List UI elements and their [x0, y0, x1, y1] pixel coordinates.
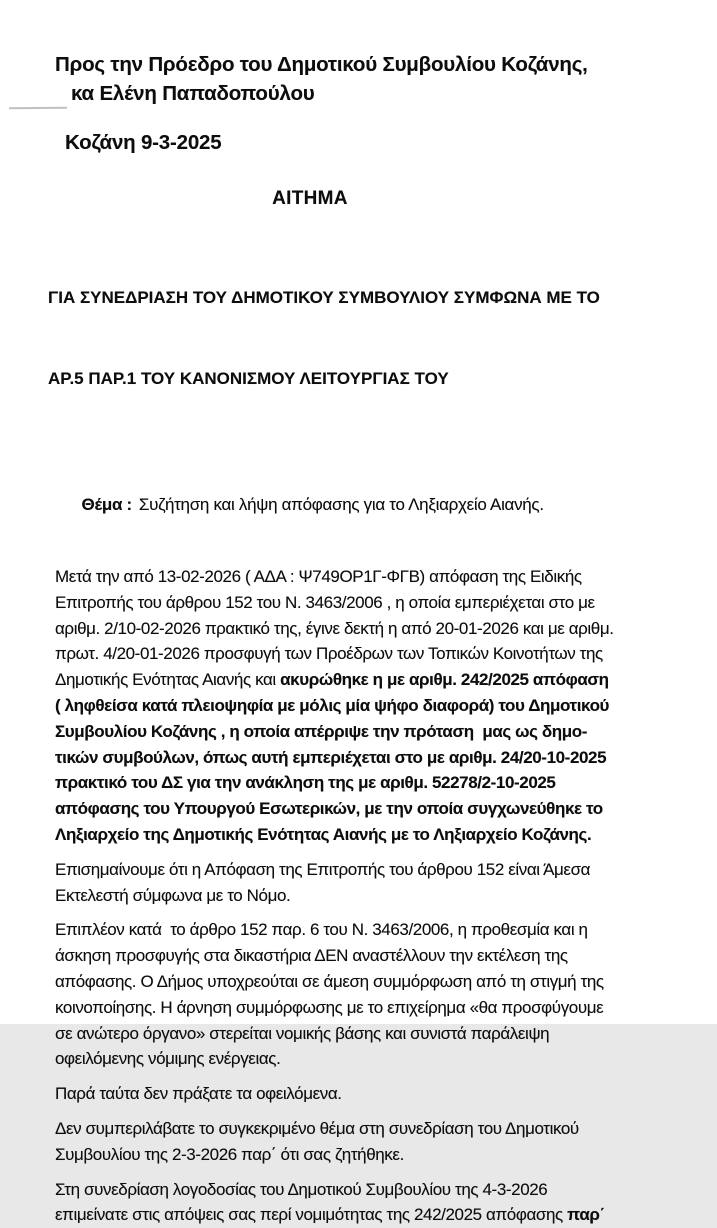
- subject-line: [55, 464, 697, 545]
- text-segment: σε ανώτερο όργανο» στερείται νομικής βάσης και συνιστά παράλειψη: [55, 1023, 550, 1043]
- text-segment: Επιτροπής του άρθρου 152 του Ν. 3463/2006 , η οποία εμπεριέχεται στο με: [55, 592, 595, 612]
- recipient-line-1: Προς την Πρόεδρο του Δημοτικού Συμβουλίου Κοζάνης,: [55, 53, 588, 76]
- text-line: [55, 770, 697, 796]
- request-title: ΑΙΤΗΜΑ: [272, 188, 348, 209]
- bold-text-segment: απόφασης του Υπουργού Εσωτερικών, με την οποία συγχωνεύθηκε το: [55, 799, 603, 819]
- subject-text: Συζήτηση και λήψη απόφασης για το Ληξιαρχείο Αιανής.: [138, 495, 544, 514]
- text-segment: Δημοτικής Ενότητας Αιανής και: [55, 670, 281, 690]
- text-line: [55, 1202, 697, 1228]
- text-line: [55, 667, 697, 693]
- text-line: [55, 822, 697, 848]
- text-line: [55, 1046, 697, 1072]
- text-line: [55, 1021, 697, 1047]
- text-line: [55, 719, 697, 745]
- text-line: [55, 1116, 697, 1142]
- text-line: [55, 1142, 697, 1168]
- text-segment: Παρά ταύτα δεν πράξατε τα οφειλόμενα.: [55, 1084, 342, 1104]
- bold-text-segment: Ληξιαρχείο της Δημοτικής Ενότητας Αιανής με το Ληξιαρχείο Κοζάνης.: [55, 824, 592, 844]
- text-line: [55, 693, 697, 719]
- paragraph: [55, 564, 697, 848]
- request-subtitle-line-2: ΑΡ.5 ΠΑΡ.1 ΤΟΥ ΚΑΝΟΝΙΣΜΟΥ ΛΕΙΤΟΥΡΓΙΑΣ ΤΟΥ: [48, 369, 449, 388]
- paragraph: [55, 1177, 697, 1228]
- text-segment: Επιπλέον κατά το άρθρο 152 παρ. 6 του Ν. 3463/2006, η προθεσμία και η: [55, 920, 588, 940]
- request-subtitle: [48, 230, 697, 446]
- text-line: [55, 564, 697, 590]
- text-line: [55, 1081, 697, 1107]
- request-subtitle-line-1: ΓΙΑ ΣΥΝΕΔΡΙΑΣΗ ΤΟΥ ΔΗΜΟΤΙΚΟΥ ΣΥΜΒΟΥΛΙΟΥ ΣΥΜΦΩΝΑ ΜΕ ΤΟ: [48, 288, 600, 307]
- text-segment: Επισημαίνουμε ότι η Απόφαση της Επιτροπής του άρθρου 152 είναι Άμεσα: [55, 859, 591, 879]
- text-segment: άσκηση προσφυγής στα δικαστήρια ΔΕΝ αναστέλλουν την εκτέλεση της: [55, 946, 568, 966]
- text-segment: απόφασης. Ο Δήμος υποχρεούται σε άμεση συμμόρφωση από τη στιγμή της: [55, 971, 604, 991]
- text-segment: Δεν συμπεριλάβατε το συγκεκριμένο θέμα στη συνεδρίαση του Δημοτικού: [55, 1118, 579, 1138]
- text-line: [55, 917, 697, 943]
- text-segment: αριθμ. 2/10-02-2026 πρακτικό της, έγινε δεκτή η από 20-01-2026 και με αριθμ.: [55, 618, 614, 638]
- bold-text-segment: πρακτικό του ΔΣ για την ανάκληση της με αριθμ. 52278/2-10-2025: [55, 773, 556, 793]
- recipient-line-2: κα Ελένη Παπαδοπούλου: [71, 82, 315, 105]
- paragraph: [55, 857, 697, 909]
- text-segment: επιμείνατε στις απόψεις σας περί νομιμότητας της 242/2025 απόφασης: [55, 1205, 568, 1225]
- paragraph: [55, 1081, 697, 1107]
- bold-text-segment: ακυρώθηκε η με αριθμ. 242/2025 απόφαση: [280, 670, 609, 690]
- text-line: [55, 590, 697, 616]
- text-segment: οφειλόμενης νόμιμης ενέργειας.: [55, 1049, 281, 1069]
- text-line: [55, 995, 697, 1021]
- text-line: [55, 883, 697, 909]
- text-line: [55, 641, 697, 667]
- paragraph: [55, 1116, 697, 1168]
- text-segment: Εκτελεστή σύμφωνα με το Νόμο.: [55, 885, 291, 905]
- body-paragraphs: [55, 564, 697, 1228]
- bold-text-segment: Συμβουλίου Κοζάνης , η οποία απέρριψε την πρόταση μας ως δημο-: [55, 721, 588, 741]
- bold-text-segment: ( ληφθείσα κατά πλειοψηφία με μόλις μία ψήφο διαφορά) του Δημοτικού: [55, 695, 610, 715]
- text-segment: Συμβουλίου της 2-3-2026 παρ΄ ότι σας ζητήθηκε.: [55, 1144, 404, 1164]
- text-line: [55, 745, 697, 771]
- text-segment: Μετά την από 13-02-2026 ( ΑΔΑ : Ψ749ΟΡ1Γ-ΦΓΒ) απόφαση της Ειδικής: [55, 567, 582, 586]
- bold-text-segment: παρ΄: [567, 1205, 605, 1225]
- text-line: [55, 857, 697, 883]
- text-line: [55, 1177, 697, 1203]
- text-segment: πρωτ. 4/20-01-2026 προσφυγή των Προέδρων των Τοπικών Κοινοτήτων της: [55, 644, 603, 664]
- text-segment: Στη συνεδρίαση λογοδοσίας του Δημοτικού Συμβουλίου της 4-3-2026: [55, 1179, 548, 1199]
- text-line: [55, 796, 697, 822]
- dateline: Κοζάνη 9-3-2025: [65, 131, 222, 154]
- text-line: [55, 943, 697, 969]
- recipient-block: [55, 50, 697, 108]
- bold-text-segment: τικών συμβούλων, όπως αυτή εμπεριέχεται στο με αριθμ. 24/20-10-2025: [55, 747, 607, 767]
- text-segment: κοινοποίησης. Η άρνηση συμμόρφωσης με το επιχείρημα «θα προσφύγουμε: [55, 997, 604, 1017]
- text-line: [55, 969, 697, 995]
- subject-label: Θέμα :: [81, 495, 132, 514]
- text-line: [55, 616, 697, 642]
- paragraph: [55, 917, 697, 1072]
